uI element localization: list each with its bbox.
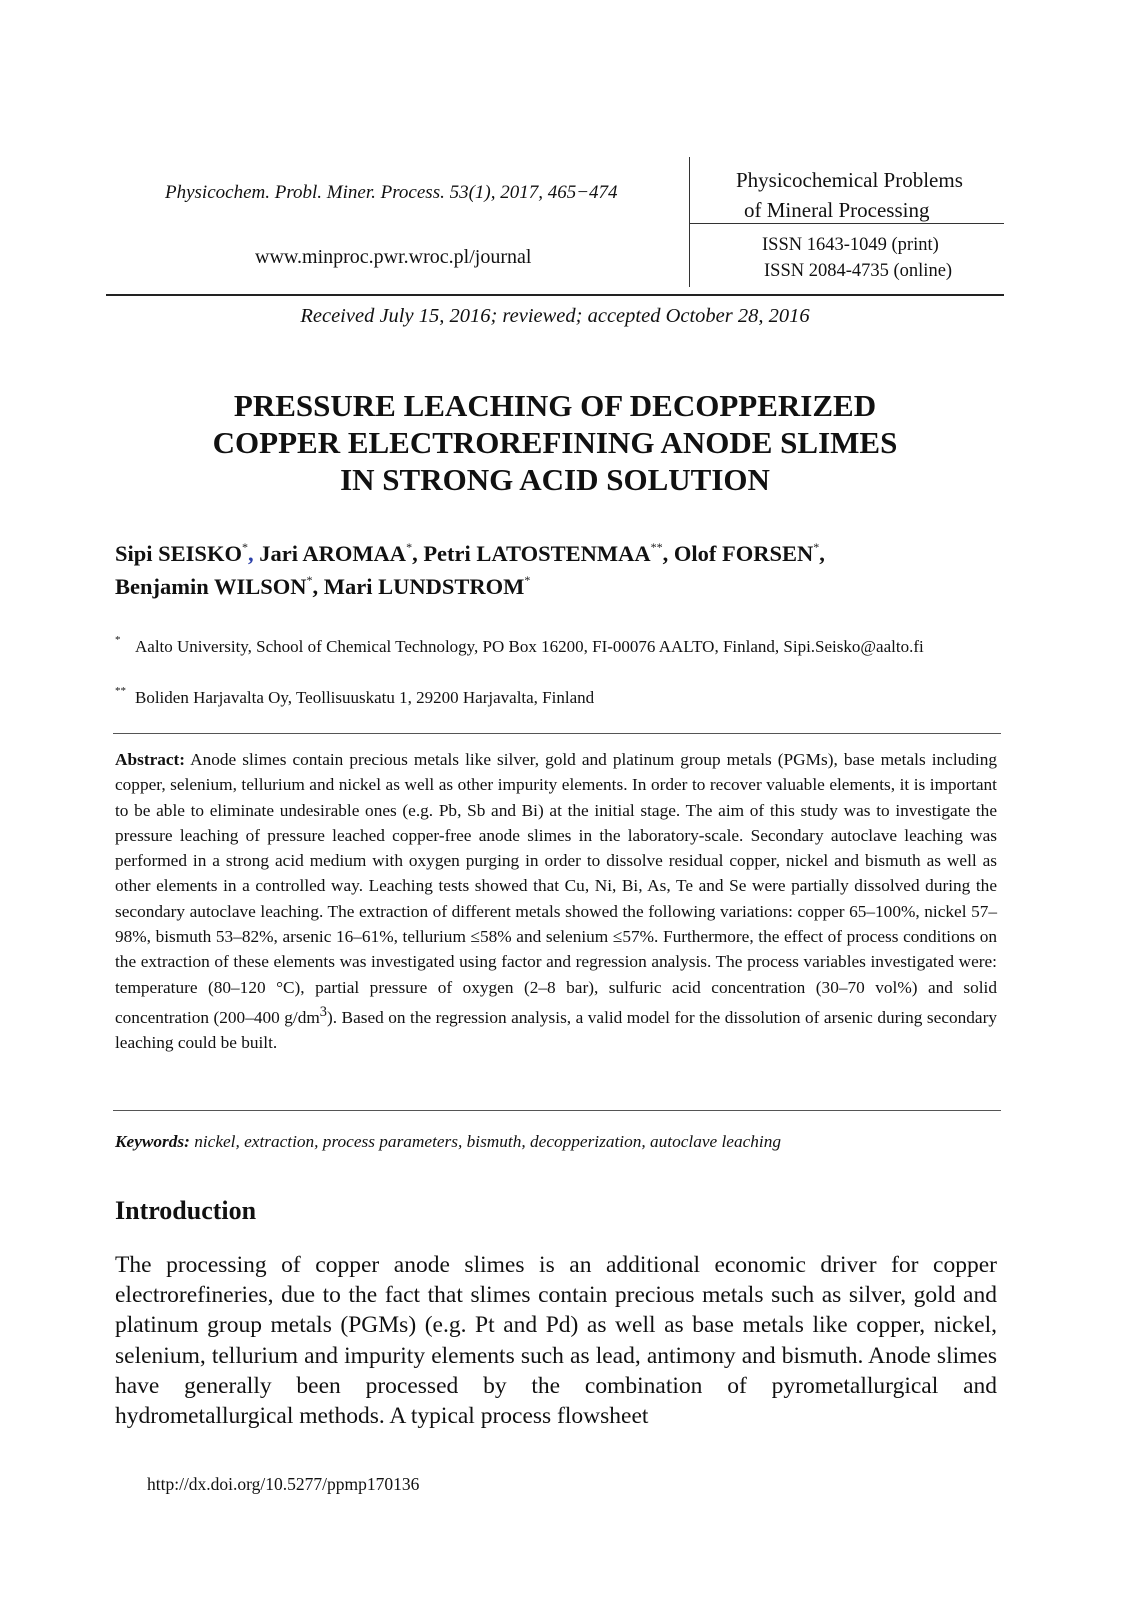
- author-name: Benjamin WILSON: [115, 574, 307, 599]
- journal-name-line2: of Mineral Processing: [744, 198, 930, 222]
- journal-url[interactable]: www.minproc.pwr.wroc.pl/journal: [255, 246, 532, 268]
- abstract-text: Anode slimes contain precious metals like silver, gold and platinum group metals (PGMs), base metals including copper, selenium, tellurium and nickel as well as other impurity elements. In order to recover valuable elements, it is important to be able to eliminate undesirable ones (e.g. Pb, Sb and Bi) at the initial stage. The aim of this study was to investigate the pressure leaching of pressure leached copper-free anode slimes in the laboratory-scale. Secondary autoclave leaching was performed in a strong acid medium with oxygen purging in order to dissolve residual copper, nickel and bismuth as well as other elements in a controlled way. Leaching tests showed that Cu, Ni, Bi, As, Te and Se were partially dissolved during the secondary autoclave leaching. The extraction of different metals showed the following variations: copper 65–100%, nickel 57–98%, bismuth 53–82%, arsenic 16–61%, tellurium ≤58% and selenium ≤57%. Furthermore, the effect of process conditions on the extraction of these elements was investigated using factor and regression analysis. The process variables investigated were: temperature (80–120 °C), partial pressure of oxygen (2–8 bar), sulfuric acid concentration (30–70 vol%) and solid concentration (200–400 g/dm: [115, 750, 997, 1027]
- header-vertical-divider: [689, 157, 690, 287]
- journal-name: [736, 165, 1006, 225]
- issn-print: ISSN 1643-1049 (print): [762, 235, 939, 255]
- affiliation-1: [115, 634, 997, 659]
- title-line3: IN STRONG ACID SOLUTION: [340, 462, 770, 497]
- keywords-text: nickel, extraction, process parameters, bismuth, decopperization, autoclave leaching: [189, 1132, 782, 1151]
- section-heading-introduction: Introduction: [115, 1196, 257, 1225]
- header-rule: [106, 294, 1004, 296]
- author-separator: ,: [412, 541, 424, 566]
- affiliation-2-mark: **: [115, 685, 126, 697]
- author-separator: ,: [247, 541, 254, 566]
- affiliation-mark: *: [813, 540, 820, 554]
- abstract-superscript: 3: [319, 1003, 327, 1020]
- author-separator: ,: [662, 541, 674, 566]
- abstract-text-end: ). Based on the regression analysis, a valid model for the dissolution of arsenic during secondary leaching could be built.: [115, 1007, 997, 1053]
- affiliation-mark: **: [650, 540, 663, 554]
- author-name: Petri LATOSTENMAA: [423, 541, 651, 566]
- affiliation-1-text: Aalto University, School of Chemical Technology, PO Box 16200, FI-00076 AALTO, Finland, Sipi.Seisko@aalto.fi: [135, 637, 924, 656]
- author-name: Sipi SEISKO: [115, 541, 242, 566]
- issn-block: [762, 232, 1002, 284]
- author-name: Olof FORSEN: [673, 541, 814, 566]
- author-separator: ,: [312, 574, 324, 599]
- affiliation-mark: *: [524, 573, 531, 587]
- journal-name-line1: Physicochemical Problems: [736, 168, 963, 192]
- affiliation-mark: *: [406, 540, 413, 554]
- affiliation-2-text: Boliden Harjavalta Oy, Teollisuuskatu 1, 29200 Harjavalta, Finland: [135, 688, 595, 707]
- author-separator: ,: [819, 541, 825, 566]
- author-line2: [115, 570, 1005, 603]
- title-line1: PRESSURE LEACHING OF DECOPPERIZED: [233, 388, 877, 423]
- affiliation-2: [115, 685, 997, 710]
- keywords: [115, 1132, 997, 1152]
- received-dates: Received July 15, 2016; reviewed; accepted October 28, 2016: [300, 305, 810, 327]
- affiliation-mark: *: [306, 573, 313, 587]
- header-horizontal-divider: [689, 223, 1004, 224]
- title-line2: COPPER ELECTROREFINING ANODE SLIMES: [212, 425, 898, 460]
- abstract-rule-top: [113, 733, 1001, 734]
- introduction-paragraph: The processing of copper anode slimes is an additional economic driver for copper electrorefineries, due to the fact that slimes contain precious metals such as silver, gold and platinum group metals (PGMs) (e.g. Pt and Pd) as well as base metals like copper, nickel, selenium, tellurium and impurity elements such as lead, antimony and bismuth. Anode slimes have generally been processed by the combination of pyrometallurgical and hydrometallurgical methods. A typical process flowsheet: [115, 1252, 997, 1430]
- doi-link[interactable]: http://dx.doi.org/10.5277/ppmp170136: [147, 1474, 420, 1494]
- author-line1: [115, 537, 1005, 570]
- abstract: [115, 747, 997, 1055]
- abstract-label: Abstract:: [115, 750, 186, 769]
- author-name: Jari AROMAA: [259, 541, 407, 566]
- author-name: Mari LUNDSTROM: [323, 574, 525, 599]
- author-list: [115, 537, 1005, 603]
- journal-citation: Physicochem. Probl. Miner. Process. 53(1), 2017, 465−474: [165, 182, 618, 203]
- issn-online: ISSN 2084-4735 (online): [764, 261, 953, 281]
- keywords-label: Keywords:: [115, 1132, 190, 1151]
- affiliation-1-mark: *: [115, 634, 121, 646]
- affiliation-mark: *: [241, 540, 248, 554]
- paper-title: [150, 387, 960, 498]
- abstract-rule-bottom: [113, 1110, 1001, 1111]
